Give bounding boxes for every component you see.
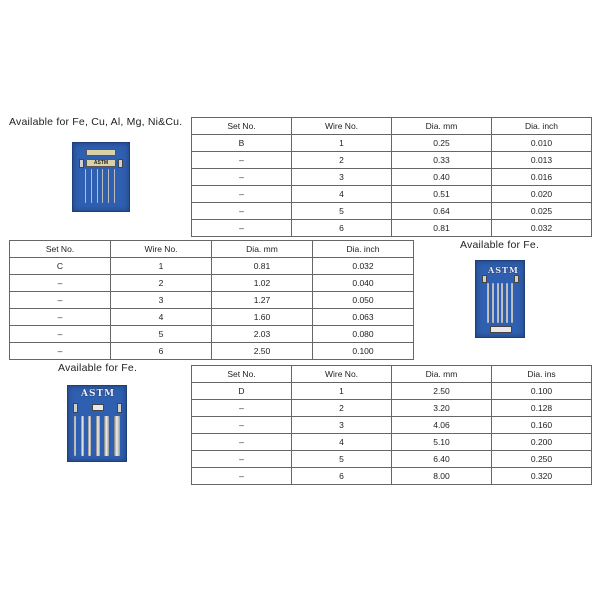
center-tag — [92, 404, 104, 411]
wire — [85, 169, 86, 203]
cell-wire-no: 2 — [292, 400, 392, 417]
caption-set-d: Available for Fe. — [58, 362, 138, 374]
right-clip — [117, 403, 122, 413]
cell-wire-no: 3 — [292, 169, 392, 186]
table-row — [192, 152, 592, 169]
wire — [497, 283, 499, 323]
cell-dia-inch: 0.032 — [492, 220, 592, 237]
cell-wire-no: 2 — [292, 152, 392, 169]
cell-set-no: – — [192, 152, 292, 169]
cell-dia-ins: 0.100 — [492, 383, 592, 400]
table-row — [192, 220, 592, 237]
header-dia-ins: Dia. ins — [492, 366, 592, 383]
cell-dia-ins: 0.250 — [492, 451, 592, 468]
table-row — [10, 258, 414, 275]
wire — [506, 283, 508, 323]
product-photo-set-b — [72, 142, 130, 212]
cell-dia-inch: 0.050 — [313, 292, 414, 309]
table-row — [10, 292, 414, 309]
spec-table-set-d — [191, 365, 592, 485]
cell-set-no: – — [192, 434, 292, 451]
cell-dia-mm: 2.50 — [392, 383, 492, 400]
cell-set-no: – — [192, 169, 292, 186]
cell-dia-ins: 0.320 — [492, 468, 592, 485]
cell-dia-mm: 1.27 — [212, 292, 313, 309]
cell-dia-mm: 0.33 — [392, 152, 492, 169]
wire — [114, 416, 120, 456]
cell-set-no: B — [192, 135, 292, 152]
wire-set — [487, 283, 513, 323]
wire — [114, 169, 115, 203]
cell-wire-no: 6 — [292, 220, 392, 237]
header-set-no: Set No. — [10, 241, 111, 258]
cell-set-no: C — [10, 258, 111, 275]
header-wire-no: Wire No. — [292, 118, 392, 135]
left-clip — [482, 275, 487, 283]
cell-dia-mm: 0.64 — [392, 203, 492, 220]
table-row — [192, 400, 592, 417]
table-row — [10, 275, 414, 292]
spec-table-set-b — [191, 117, 592, 237]
cell-set-no: – — [10, 275, 111, 292]
wire — [487, 283, 489, 323]
wire — [511, 283, 513, 323]
cell-dia-mm: 6.40 — [392, 451, 492, 468]
table-row — [192, 451, 592, 468]
cell-wire-no: 5 — [292, 203, 392, 220]
cell-wire-no: 3 — [292, 417, 392, 434]
cell-wire-no: 5 — [292, 451, 392, 468]
product-photo-set-d — [67, 385, 127, 462]
caption-set-b: Available for Fe, Cu, Al, Mg, Ni&Cu. — [9, 116, 183, 128]
astm-logo-text: ASTM — [93, 160, 109, 166]
cell-dia-mm: 0.51 — [392, 186, 492, 203]
wire-set — [85, 169, 115, 203]
header-dia-inch: Dia. inch — [492, 118, 592, 135]
table-row — [10, 326, 414, 343]
table-row — [192, 468, 592, 485]
cell-dia-ins: 0.128 — [492, 400, 592, 417]
wire — [81, 416, 84, 456]
left-clip — [73, 403, 78, 413]
cell-set-no: – — [192, 400, 292, 417]
cell-dia-inch: 0.010 — [492, 135, 592, 152]
table-row — [192, 169, 592, 186]
cell-dia-inch: 0.025 — [492, 203, 592, 220]
cell-dia-mm: 1.02 — [212, 275, 313, 292]
cell-wire-no: 5 — [111, 326, 212, 343]
cell-set-no: – — [10, 309, 111, 326]
cell-dia-inch: 0.080 — [313, 326, 414, 343]
header-wire-no: Wire No. — [292, 366, 392, 383]
cell-wire-no: 1 — [292, 383, 392, 400]
cell-dia-inch: 0.040 — [313, 275, 414, 292]
table-header-row — [192, 118, 592, 135]
header-set-no: Set No. — [192, 118, 292, 135]
cell-set-no: – — [10, 326, 111, 343]
cell-dia-mm: 1.60 — [212, 309, 313, 326]
table-row — [192, 135, 592, 152]
cell-wire-no: 6 — [292, 468, 392, 485]
left-clip — [79, 159, 84, 168]
cell-dia-mm: 0.81 — [392, 220, 492, 237]
cell-dia-ins: 0.200 — [492, 434, 592, 451]
header-dia-mm: Dia. mm — [212, 241, 313, 258]
table-row — [10, 343, 414, 360]
cell-set-no: – — [192, 451, 292, 468]
cell-dia-inch: 0.032 — [313, 258, 414, 275]
brand-label-logo — [86, 149, 116, 156]
brand-label-astm — [86, 159, 116, 167]
header-wire-no: Wire No. — [111, 241, 212, 258]
cell-set-no: – — [192, 203, 292, 220]
wire — [96, 416, 100, 456]
table-row — [192, 383, 592, 400]
wire — [501, 283, 503, 323]
table-header-row — [192, 366, 592, 383]
bottom-label — [490, 326, 512, 333]
cell-dia-mm: 2.03 — [212, 326, 313, 343]
product-photo-set-c — [475, 260, 525, 338]
caption-set-c: Available for Fe. — [460, 239, 540, 251]
wire — [74, 416, 76, 456]
wire — [108, 169, 109, 203]
cell-set-no: – — [10, 292, 111, 309]
cell-wire-no: 6 — [111, 343, 212, 360]
cell-set-no: – — [192, 468, 292, 485]
astm-logo: ASTM — [81, 389, 116, 399]
wire — [88, 416, 91, 456]
cell-set-no: – — [192, 186, 292, 203]
wire — [97, 169, 98, 203]
cell-wire-no: 4 — [292, 434, 392, 451]
cell-dia-ins: 0.160 — [492, 417, 592, 434]
right-clip — [514, 275, 519, 283]
header-set-no: Set No. — [192, 366, 292, 383]
wire-set — [74, 416, 120, 456]
header-dia-mm: Dia. mm — [392, 366, 492, 383]
cell-set-no: – — [192, 220, 292, 237]
cell-dia-inch: 0.063 — [313, 309, 414, 326]
cell-dia-inch: 0.016 — [492, 169, 592, 186]
cell-dia-inch: 0.013 — [492, 152, 592, 169]
cell-dia-mm: 3.20 — [392, 400, 492, 417]
header-dia-mm: Dia. mm — [392, 118, 492, 135]
cell-wire-no: 3 — [111, 292, 212, 309]
wire — [492, 283, 494, 323]
astm-logo: ASTM — [488, 265, 519, 275]
cell-dia-mm: 0.25 — [392, 135, 492, 152]
cell-wire-no: 4 — [111, 309, 212, 326]
table-header-row — [10, 241, 414, 258]
table-row — [192, 417, 592, 434]
cell-dia-mm: 8.00 — [392, 468, 492, 485]
cell-dia-mm: 5.10 — [392, 434, 492, 451]
cell-dia-mm: 4.06 — [392, 417, 492, 434]
table-row — [10, 309, 414, 326]
cell-set-no: – — [192, 417, 292, 434]
table-row — [192, 203, 592, 220]
cell-wire-no: 2 — [111, 275, 212, 292]
cell-dia-mm: 0.40 — [392, 169, 492, 186]
cell-wire-no: 4 — [292, 186, 392, 203]
wire — [102, 169, 103, 203]
cell-wire-no: 1 — [292, 135, 392, 152]
cell-set-no: – — [10, 343, 111, 360]
spec-table-set-c — [9, 240, 414, 360]
table-row — [192, 186, 592, 203]
cell-dia-mm: 2.50 — [212, 343, 313, 360]
header-dia-inch: Dia. inch — [313, 241, 414, 258]
right-clip — [118, 159, 123, 168]
cell-set-no: D — [192, 383, 292, 400]
table-row — [192, 434, 592, 451]
wire — [91, 169, 92, 203]
cell-wire-no: 1 — [111, 258, 212, 275]
cell-dia-mm: 0.81 — [212, 258, 313, 275]
cell-dia-inch: 0.020 — [492, 186, 592, 203]
cell-dia-inch: 0.100 — [313, 343, 414, 360]
wire — [104, 416, 109, 456]
